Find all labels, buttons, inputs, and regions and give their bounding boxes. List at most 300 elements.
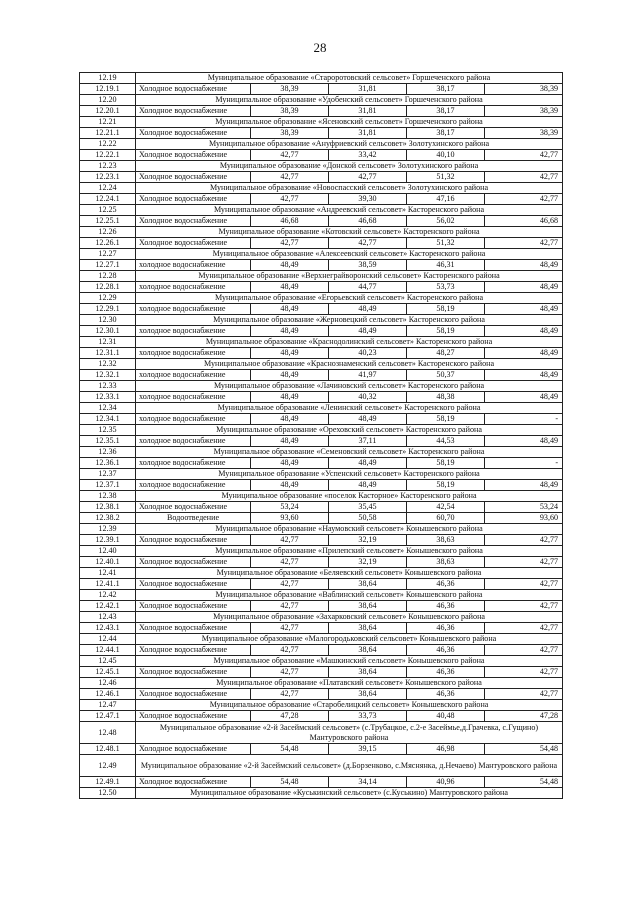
tariff-value-1: 38,39 [251, 106, 329, 117]
table-row [80, 326, 563, 337]
row-number: 12.50 [80, 788, 136, 799]
municipality-title: Муниципальное образование «Платавский сельсовет» Конышевского района [136, 678, 563, 689]
municipality-title: Муниципальное образование «Ленинский сельсовет» Касторенского района [136, 403, 563, 414]
service-name: Холодное водоснабжение [136, 557, 251, 568]
tariff-value-1: 48,49 [251, 414, 329, 425]
tariff-value-4: 48,49 [485, 436, 563, 447]
tariff-value-3: 48,38 [407, 392, 485, 403]
tariff-value-1: 48,49 [251, 392, 329, 403]
section-row [80, 161, 563, 172]
tariff-value-1: 48,49 [251, 436, 329, 447]
tariff-value-3: 46,36 [407, 667, 485, 678]
section-row [80, 315, 563, 326]
tariff-value-2: 31,81 [329, 106, 407, 117]
service-name: Холодное водоснабжение [136, 689, 251, 700]
tariff-value-3: 38,17 [407, 84, 485, 95]
municipality-title: Муниципальное образование «Донской сельсовет» Золотухинского района [136, 161, 563, 172]
tariff-value-2: 42,77 [329, 172, 407, 183]
table-row [80, 238, 563, 249]
section-row [80, 590, 563, 601]
table-row [80, 260, 563, 271]
tariff-value-1: 42,77 [251, 623, 329, 634]
section-row [80, 359, 563, 370]
tariff-value-1: 47,28 [251, 711, 329, 722]
table-row [80, 623, 563, 634]
table-row [80, 436, 563, 447]
row-number: 12.43 [80, 612, 136, 623]
tariff-value-2: 38,64 [329, 601, 407, 612]
tariff-table [79, 72, 563, 799]
table-row [80, 216, 563, 227]
tariff-value-2: 38,64 [329, 623, 407, 634]
row-number: 12.32 [80, 359, 136, 370]
tariff-value-1: 42,77 [251, 150, 329, 161]
tariff-value-2: 38,64 [329, 667, 407, 678]
table-row [80, 84, 563, 95]
tariff-value-4: 42,77 [485, 150, 563, 161]
row-number: 12.47 [80, 700, 136, 711]
municipality-title: Муниципальное образование «Куськинский сельсовет» (с.Куськино) Мантуровского района [136, 788, 563, 799]
section-row [80, 788, 563, 799]
section-row [80, 755, 563, 777]
municipality-title: Муниципальное образование «Егорьевский сельсовет» Касторенского района [136, 293, 563, 304]
tariff-value-2: 48,49 [329, 326, 407, 337]
tariff-value-3: 51,32 [407, 172, 485, 183]
municipality-title: Муниципальное образование «Ануфриевский сельсовет» Золотухинского района [136, 139, 563, 150]
municipality-title: Муниципальное образование «Прилепский сельсовет» Конышевского района [136, 546, 563, 557]
service-name: холодное водоснабжение [136, 282, 251, 293]
tariff-value-2: 44,77 [329, 282, 407, 293]
row-number: 12.29.1 [80, 304, 136, 315]
row-number: 12.44 [80, 634, 136, 645]
tariff-value-3: 58,19 [407, 458, 485, 469]
tariff-value-4: 46,68 [485, 216, 563, 227]
row-number: 12.38.1 [80, 502, 136, 513]
row-number: 12.19.1 [80, 84, 136, 95]
tariff-value-2: 31,81 [329, 128, 407, 139]
row-number: 12.44.1 [80, 645, 136, 656]
row-number: 12.39 [80, 524, 136, 535]
municipality-title: Муниципальное образование «Старобелицкий сельсовет» Конышевского района [136, 700, 563, 711]
tariff-value-4: 48,49 [485, 348, 563, 359]
service-name: Холодное водоснабжение [136, 744, 251, 755]
row-number: 12.41.1 [80, 579, 136, 590]
row-number: 12.24 [80, 183, 136, 194]
tariff-value-4: 48,49 [485, 304, 563, 315]
service-name: Холодное водоснабжение [136, 238, 251, 249]
tariff-value-3: 51,32 [407, 238, 485, 249]
section-row [80, 546, 563, 557]
tariff-value-3: 58,19 [407, 480, 485, 491]
tariff-value-4: 42,77 [485, 557, 563, 568]
row-number: 12.41 [80, 568, 136, 579]
section-row [80, 678, 563, 689]
tariff-value-2: 34,14 [329, 777, 407, 788]
row-number: 12.22.1 [80, 150, 136, 161]
tariff-value-2: 48,49 [329, 414, 407, 425]
service-name: Холодное водоснабжение [136, 623, 251, 634]
tariff-value-4: 42,77 [485, 645, 563, 656]
tariff-value-3: 46,36 [407, 579, 485, 590]
municipality-title: Муниципальное образование «Верхнеграйворонский сельсовет» Касторенского района [136, 271, 563, 282]
service-name: Холодное водоснабжение [136, 645, 251, 656]
section-row [80, 249, 563, 260]
table-row [80, 194, 563, 205]
row-number: 12.28 [80, 271, 136, 282]
tariff-value-3: 38,17 [407, 128, 485, 139]
tariff-value-1: 48,49 [251, 480, 329, 491]
service-name: Холодное водоснабжение [136, 667, 251, 678]
tariff-value-2: 48,49 [329, 304, 407, 315]
municipality-title: Муниципальное образование «Ясеновский сельсовет» Горшеченского района [136, 117, 563, 128]
row-number: 12.27.1 [80, 260, 136, 271]
section-row [80, 425, 563, 436]
tariff-value-2: 40,32 [329, 392, 407, 403]
service-name: холодное водоснабжение [136, 458, 251, 469]
tariff-value-3: 58,19 [407, 304, 485, 315]
service-name: Холодное водоснабжение [136, 194, 251, 205]
tariff-value-2: 33,42 [329, 150, 407, 161]
tariff-value-1: 38,39 [251, 84, 329, 95]
row-number: 12.49 [80, 755, 136, 777]
tariff-value-3: 50,37 [407, 370, 485, 381]
table-row [80, 711, 563, 722]
tariff-value-3: 58,19 [407, 414, 485, 425]
tariff-value-4: 42,77 [485, 172, 563, 183]
tariff-value-4: 53,24 [485, 502, 563, 513]
tariff-value-4: 48,49 [485, 480, 563, 491]
tariff-value-3: 40,48 [407, 711, 485, 722]
section-row [80, 183, 563, 194]
table-row [80, 777, 563, 788]
service-name: холодное водоснабжение [136, 348, 251, 359]
tariff-value-4: 54,48 [485, 777, 563, 788]
tariff-value-3: 56,02 [407, 216, 485, 227]
municipality-title: Муниципальное образование «2-й Засеймский сельсовет» (с.Трубацкое, с.2-е Засеймье,д.Грачевка, с.Гущино) Мантуровского района [136, 722, 563, 744]
service-name: Холодное водоснабжение [136, 172, 251, 183]
table-row [80, 579, 563, 590]
row-number: 12.35.1 [80, 436, 136, 447]
tariff-value-2: 31,81 [329, 84, 407, 95]
section-row [80, 271, 563, 282]
row-number: 12.19 [80, 73, 136, 84]
table-row [80, 557, 563, 568]
tariff-value-1: 93,60 [251, 513, 329, 524]
table-row [80, 392, 563, 403]
row-number: 12.48.1 [80, 744, 136, 755]
row-number: 12.30.1 [80, 326, 136, 337]
page-number: 28 [313, 40, 327, 55]
table-row [80, 744, 563, 755]
tariff-value-4: 38,39 [485, 84, 563, 95]
tariff-value-4: 48,49 [485, 326, 563, 337]
tariff-value-4: 38,39 [485, 128, 563, 139]
section-row [80, 139, 563, 150]
section-row [80, 205, 563, 216]
row-number: 12.23.1 [80, 172, 136, 183]
tariff-value-1: 42,77 [251, 238, 329, 249]
row-number: 12.46 [80, 678, 136, 689]
section-row [80, 403, 563, 414]
tariff-value-4: 42,77 [485, 623, 563, 634]
row-number: 12.23 [80, 161, 136, 172]
row-number: 12.45 [80, 656, 136, 667]
section-row [80, 524, 563, 535]
tariff-value-3: 53,73 [407, 282, 485, 293]
table-row [80, 689, 563, 700]
tariff-value-2: 39,15 [329, 744, 407, 755]
table-row [80, 304, 563, 315]
tariff-value-4: 54,48 [485, 744, 563, 755]
service-name: Водоотведение [136, 513, 251, 524]
tariff-value-2: 38,64 [329, 645, 407, 656]
municipality-title: Муниципальное образование «поселок Касторное» Касторенского района [136, 491, 563, 502]
table-row [80, 458, 563, 469]
municipality-title: Муниципальное образование «Наумовский сельсовет» Конышевского района [136, 524, 563, 535]
tariff-value-4: 42,77 [485, 689, 563, 700]
tariff-value-3: 38,63 [407, 557, 485, 568]
municipality-title: Муниципальное образование «Удобенский сельсовет» Горшеченского района [136, 95, 563, 106]
table-row [80, 502, 563, 513]
tariff-value-1: 54,48 [251, 744, 329, 755]
tariff-value-2: 38,64 [329, 579, 407, 590]
tariff-value-3: 38,63 [407, 535, 485, 546]
section-row [80, 447, 563, 458]
row-number: 12.33 [80, 381, 136, 392]
table-row [80, 172, 563, 183]
section-row [80, 337, 563, 348]
tariff-value-1: 42,77 [251, 172, 329, 183]
tariff-value-2: 42,77 [329, 238, 407, 249]
municipality-title: Муниципальное образование «Жерновецкий сельсовет» Касторенского района [136, 315, 563, 326]
tariff-value-1: 42,77 [251, 689, 329, 700]
table-row [80, 128, 563, 139]
municipality-title: Муниципальное образование «Машкинский сельсовет» Конышевского района [136, 656, 563, 667]
tariff-value-1: 48,49 [251, 260, 329, 271]
service-name: Холодное водоснабжение [136, 84, 251, 95]
row-number: 12.29 [80, 293, 136, 304]
service-name: Холодное водоснабжение [136, 601, 251, 612]
section-row [80, 293, 563, 304]
row-number: 12.24.1 [80, 194, 136, 205]
row-number: 12.42 [80, 590, 136, 601]
service-name: холодное водоснабжение [136, 370, 251, 381]
section-row [80, 381, 563, 392]
row-number: 12.30 [80, 315, 136, 326]
tariff-value-1: 42,77 [251, 579, 329, 590]
municipality-title: Муниципальное образование «Котовский сельсовет» Касторенского района [136, 227, 563, 238]
tariff-value-2: 50,58 [329, 513, 407, 524]
row-number: 12.31 [80, 337, 136, 348]
row-number: 12.48 [80, 722, 136, 744]
municipality-title: Муниципальное образование «Алексеевский сельсовет» Касторенского района [136, 249, 563, 260]
row-number: 12.43.1 [80, 623, 136, 634]
tariff-value-3: 46,31 [407, 260, 485, 271]
row-number: 12.39.1 [80, 535, 136, 546]
row-number: 12.38 [80, 491, 136, 502]
tariff-value-1: 54,48 [251, 777, 329, 788]
section-row [80, 700, 563, 711]
tariff-value-2: 32,19 [329, 535, 407, 546]
municipality-title: Муниципальное образование «Ореховский сельсовет» Касторенского района [136, 425, 563, 436]
row-number: 12.20.1 [80, 106, 136, 117]
row-number: 12.26.1 [80, 238, 136, 249]
municipality-title: Муниципальное образование «Новоспасский сельсовет» Золотухинского района [136, 183, 563, 194]
section-row [80, 491, 563, 502]
table-row [80, 106, 563, 117]
row-number: 12.25.1 [80, 216, 136, 227]
table-row [80, 601, 563, 612]
table-row [80, 645, 563, 656]
tariff-value-1: 42,77 [251, 601, 329, 612]
tariff-value-2: 38,64 [329, 689, 407, 700]
row-number: 12.37.1 [80, 480, 136, 491]
tariff-value-4: 42,77 [485, 535, 563, 546]
service-name: холодное водоснабжение [136, 260, 251, 271]
tariff-value-2: 48,49 [329, 480, 407, 491]
table-row [80, 535, 563, 546]
row-number: 12.45.1 [80, 667, 136, 678]
row-number: 12.37 [80, 469, 136, 480]
tariff-value-1: 48,49 [251, 326, 329, 337]
tariff-value-3: 40,96 [407, 777, 485, 788]
municipality-title: Муниципальное образование «Семеновский сельсовет» Касторенского района [136, 447, 563, 458]
municipality-title: Муниципальное образование «Успенский сельсовет» Касторенского района [136, 469, 563, 480]
tariff-value-1: 48,49 [251, 304, 329, 315]
row-number: 12.27 [80, 249, 136, 260]
table-row [80, 370, 563, 381]
tariff-value-1: 42,77 [251, 194, 329, 205]
tariff-value-1: 48,49 [251, 282, 329, 293]
row-number: 12.42.1 [80, 601, 136, 612]
service-name: холодное водоснабжение [136, 480, 251, 491]
row-number: 12.26 [80, 227, 136, 238]
service-name: Холодное водоснабжение [136, 777, 251, 788]
tariff-value-3: 46,36 [407, 623, 485, 634]
municipality-title: Муниципальное образование «Ваблинский сельсовет» Конышевского района [136, 590, 563, 601]
tariff-value-1: 48,49 [251, 458, 329, 469]
municipality-title: Муниципальное образование «2-й Засеймский сельсовет» (д.Борзенково, с.Мяснянка, д.Нечаево) Мантуровского района [136, 755, 563, 777]
section-row [80, 227, 563, 238]
section-row [80, 95, 563, 106]
section-row [80, 73, 563, 84]
tariff-value-4: 48,49 [485, 260, 563, 271]
tariff-value-4: - [485, 414, 563, 425]
service-name: Холодное водоснабжение [136, 711, 251, 722]
service-name: Холодное водоснабжение [136, 150, 251, 161]
table-row [80, 513, 563, 524]
service-name: Холодное водоснабжение [136, 106, 251, 117]
tariff-value-2: 41,97 [329, 370, 407, 381]
tariff-value-3: 58,19 [407, 326, 485, 337]
service-name: Холодное водоснабжение [136, 579, 251, 590]
row-number: 12.20 [80, 95, 136, 106]
tariff-value-2: 48,49 [329, 458, 407, 469]
section-row [80, 117, 563, 128]
row-number: 12.36.1 [80, 458, 136, 469]
tariff-value-1: 42,77 [251, 557, 329, 568]
service-name: холодное водоснабжение [136, 304, 251, 315]
service-name: Холодное водоснабжение [136, 216, 251, 227]
section-row [80, 469, 563, 480]
tariff-value-2: 38,59 [329, 260, 407, 271]
tariff-value-4: 48,49 [485, 370, 563, 381]
tariff-value-1: 42,77 [251, 645, 329, 656]
tariff-value-4: 42,77 [485, 667, 563, 678]
row-number: 12.35 [80, 425, 136, 436]
tariff-value-4: 42,77 [485, 601, 563, 612]
municipality-title: Муниципальное образование «Захарковский сельсовет» Конышевского района [136, 612, 563, 623]
row-number: 12.33.1 [80, 392, 136, 403]
section-row [80, 656, 563, 667]
tariff-value-3: 40,10 [407, 150, 485, 161]
tariff-value-2: 33,73 [329, 711, 407, 722]
tariff-value-3: 46,98 [407, 744, 485, 755]
tariff-value-4: 48,49 [485, 282, 563, 293]
tariff-table-body [80, 73, 563, 799]
tariff-value-1: 48,49 [251, 348, 329, 359]
municipality-title: Муниципальное образование «Краснодолинский сельсовет» Касторенского района [136, 337, 563, 348]
service-name: холодное водоснабжение [136, 392, 251, 403]
table-row [80, 414, 563, 425]
row-number: 12.31.1 [80, 348, 136, 359]
tariff-value-4: 42,77 [485, 579, 563, 590]
section-row [80, 568, 563, 579]
row-number: 12.34.1 [80, 414, 136, 425]
row-number: 12.40.1 [80, 557, 136, 568]
service-name: Холодное водоснабжение [136, 535, 251, 546]
tariff-value-1: 42,77 [251, 535, 329, 546]
row-number: 12.28.1 [80, 282, 136, 293]
municipality-title: Муниципальное образование «Беляевский сельсовет» Конышевского района [136, 568, 563, 579]
tariff-value-2: 39,30 [329, 194, 407, 205]
row-number: 12.49.1 [80, 777, 136, 788]
tariff-value-4: - [485, 458, 563, 469]
tariff-value-3: 46,36 [407, 689, 485, 700]
municipality-title: Муниципальное образование «Малогородьковский сельсовет» Конышевского района [136, 634, 563, 645]
tariff-value-2: 46,68 [329, 216, 407, 227]
section-row [80, 612, 563, 623]
row-number: 12.21.1 [80, 128, 136, 139]
municipality-title: Муниципальное образование «Андреевский сельсовет» Касторенского района [136, 205, 563, 216]
tariff-value-4: 48,49 [485, 392, 563, 403]
tariff-value-2: 40,23 [329, 348, 407, 359]
tariff-value-1: 38,39 [251, 128, 329, 139]
municipality-title: Муниципальное образование «Староротовский сельсовет» Горшеченского района [136, 73, 563, 84]
row-number: 12.38.2 [80, 513, 136, 524]
row-number: 12.47.1 [80, 711, 136, 722]
service-name: холодное водоснабжение [136, 414, 251, 425]
municipality-title: Муниципальное образование «Лачиновский сельсовет» Касторенского района [136, 381, 563, 392]
tariff-value-2: 35,45 [329, 502, 407, 513]
row-number: 12.36 [80, 447, 136, 458]
service-name: Холодное водоснабжение [136, 502, 251, 513]
tariff-value-3: 42,54 [407, 502, 485, 513]
tariff-value-3: 60,70 [407, 513, 485, 524]
tariff-value-1: 46,68 [251, 216, 329, 227]
table-row [80, 667, 563, 678]
tariff-value-1: 48,49 [251, 370, 329, 381]
row-number: 12.34 [80, 403, 136, 414]
tariff-value-2: 32,19 [329, 557, 407, 568]
row-number: 12.21 [80, 117, 136, 128]
tariff-value-3: 44,53 [407, 436, 485, 447]
row-number: 12.22 [80, 139, 136, 150]
row-number: 12.25 [80, 205, 136, 216]
service-name: Холодное водоснабжение [136, 128, 251, 139]
service-name: холодное водоснабжение [136, 436, 251, 447]
tariff-value-3: 46,36 [407, 645, 485, 656]
